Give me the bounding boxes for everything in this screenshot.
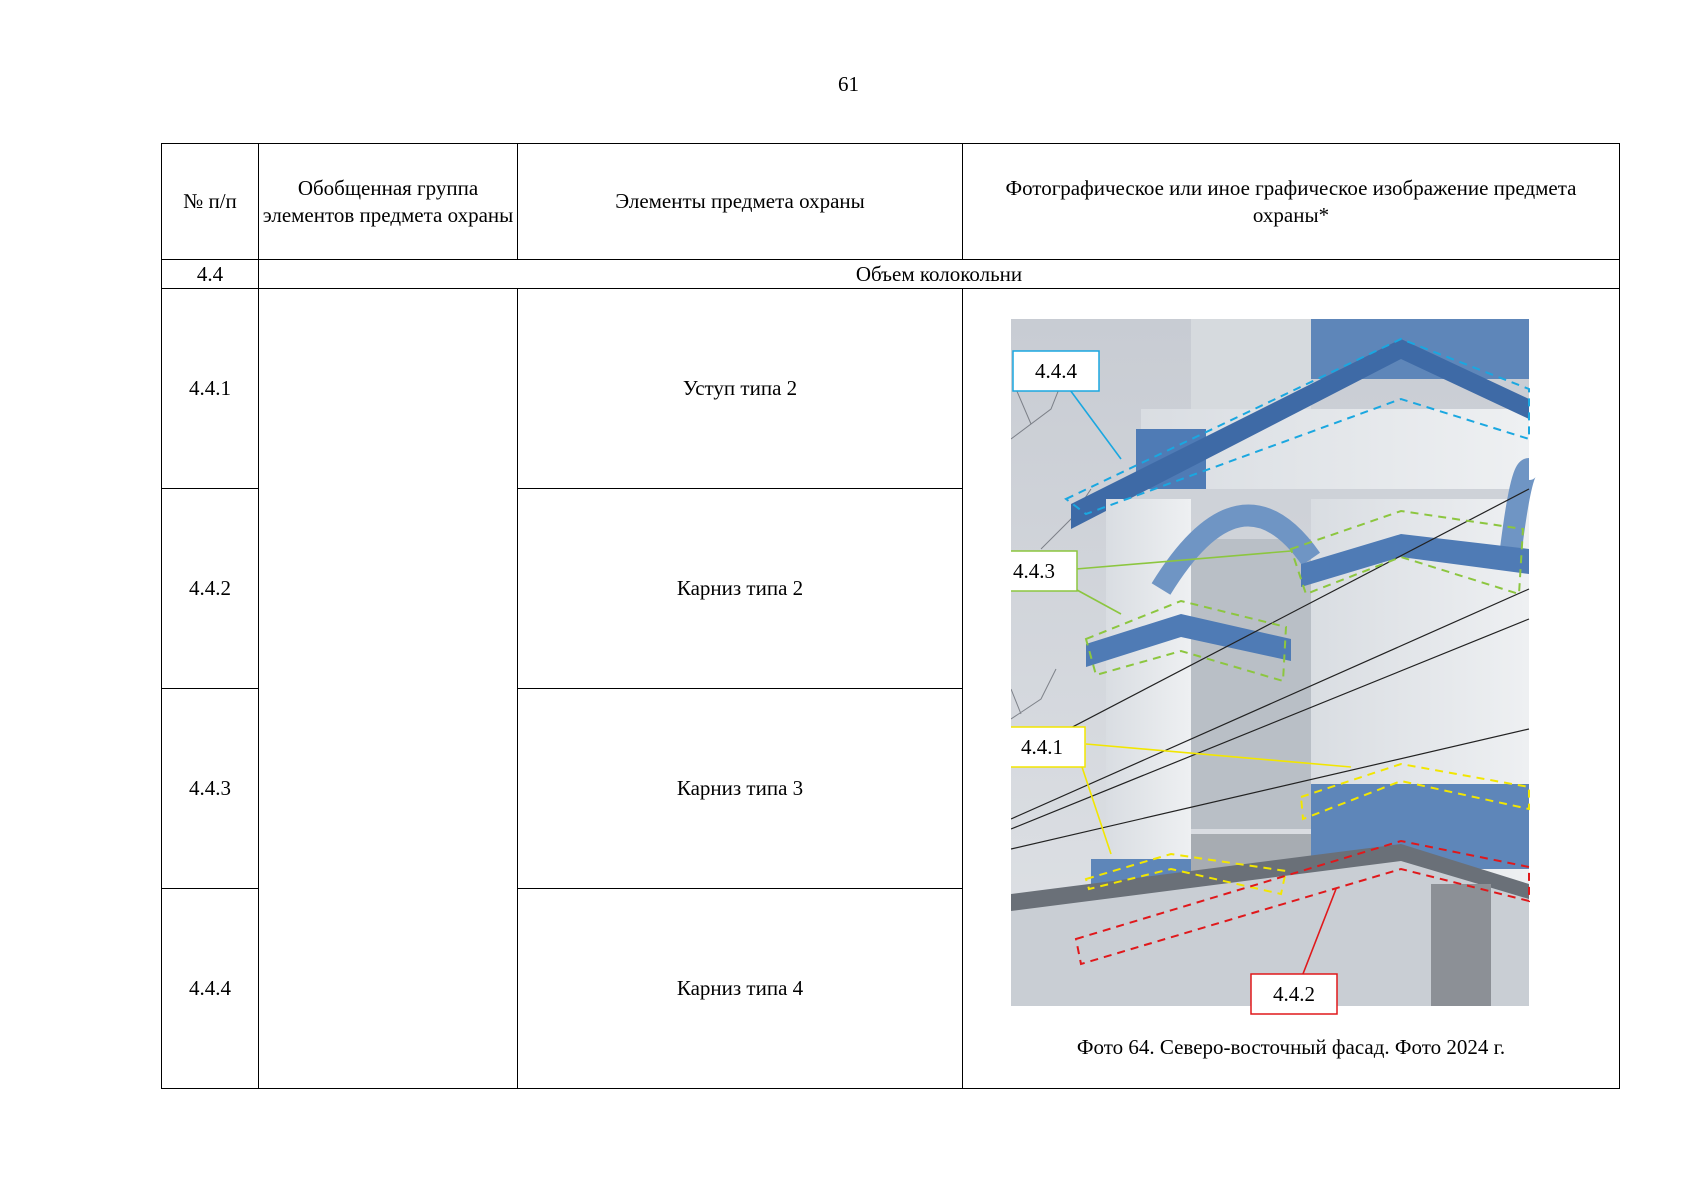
callout-4-4-1 bbox=[1011, 727, 1085, 767]
callout-4-4-3 bbox=[1011, 551, 1077, 591]
row-element: Карниз типа 2 bbox=[518, 489, 963, 689]
row-element: Уступ типа 2 bbox=[518, 289, 963, 489]
row-num: 4.4.1 bbox=[162, 289, 259, 489]
section-title: Объем колокольни bbox=[259, 260, 1620, 289]
header-photo-text: Фотографическое или иное графическое изображение предмета охраны* bbox=[1005, 176, 1577, 227]
protection-elements-table bbox=[161, 143, 1620, 1089]
row-num: 4.4.2 bbox=[162, 489, 259, 689]
callout-4-4-4-label: 4.4.4 bbox=[1035, 359, 1077, 383]
callout-4-4-1-label: 4.4.1 bbox=[1021, 735, 1063, 759]
row-num: 4.4.4 bbox=[162, 889, 259, 1089]
header-group: Обобщенная группа элементов предмета охраны bbox=[259, 144, 518, 260]
belltower-photo bbox=[1011, 289, 1571, 1019]
table-header-row bbox=[162, 144, 1620, 260]
row-num: 4.4.3 bbox=[162, 689, 259, 889]
table-row bbox=[162, 289, 1620, 489]
header-photo bbox=[963, 144, 1620, 260]
photo-caption: Фото 64. Северо-восточный фасад. Фото 2024 г. bbox=[1076, 1035, 1506, 1059]
photo-container bbox=[963, 289, 1619, 1085]
callout-4-4-4 bbox=[1013, 351, 1099, 391]
callout-4-4-2 bbox=[1251, 974, 1337, 1014]
row-element: Карниз типа 4 bbox=[518, 889, 963, 1089]
callout-4-4-3-label: 4.4.3 bbox=[1013, 559, 1055, 583]
page-number: 61 bbox=[838, 72, 859, 96]
header-elements: Элементы предмета охраны bbox=[518, 144, 963, 260]
section-num: 4.4 bbox=[162, 260, 259, 289]
callout-4-4-2-label: 4.4.2 bbox=[1273, 982, 1315, 1006]
section-row bbox=[162, 260, 1620, 289]
row-element: Карниз типа 3 bbox=[518, 689, 963, 889]
header-num: № п/п bbox=[162, 144, 259, 260]
group-cell bbox=[259, 289, 518, 1089]
photo-cell bbox=[963, 289, 1620, 1089]
